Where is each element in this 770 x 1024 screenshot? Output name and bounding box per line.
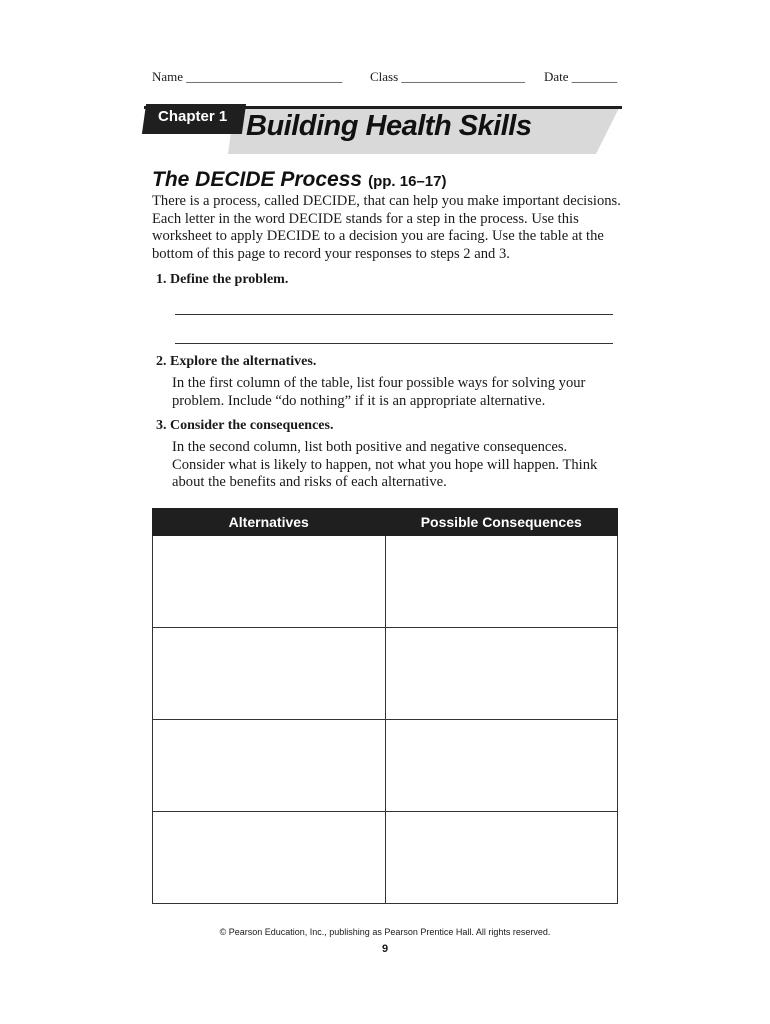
date-field[interactable]: Date _______ bbox=[544, 69, 618, 84]
table-row bbox=[153, 628, 618, 720]
intro-paragraph: There is a process, called DECIDE, that can help you make important decisions. Each letter in the word DECIDE stands for a step in the process. Use this worksheet to apply DECIDE to a decision you are facing. Use the table at the bottom of this page to record your responses to steps 2 and 3. bbox=[152, 193, 621, 262]
page-number: 9 bbox=[381, 943, 389, 955]
header-fields bbox=[152, 69, 620, 87]
page-title: Building Health Skills bbox=[246, 110, 532, 142]
section-heading bbox=[152, 168, 446, 192]
col-header-alternatives: Alternatives bbox=[153, 509, 386, 536]
step-1-label: 1. Define the problem. bbox=[156, 272, 289, 287]
consequences-table bbox=[152, 508, 618, 904]
chapter-label: Chapter 1 bbox=[158, 108, 228, 125]
section-pages: (pp. 16–17) bbox=[368, 173, 447, 190]
class-field[interactable]: Class ___________________ bbox=[370, 69, 525, 84]
section-title: The DECIDE Process bbox=[152, 168, 363, 191]
step-3-label: 3. Consider the consequences. bbox=[156, 418, 334, 433]
table-row bbox=[153, 720, 618, 812]
copyright-footer: © Pearson Education, Inc., publishing as Pearson Prentice Hall. All rights reserved. bbox=[219, 927, 551, 937]
alternative-cell[interactable] bbox=[153, 720, 386, 812]
name-field[interactable]: Name ________________________ bbox=[152, 69, 343, 84]
alternative-cell[interactable] bbox=[153, 628, 386, 720]
consequence-cell[interactable] bbox=[385, 628, 618, 720]
step-2-label: 2. Explore the alternatives. bbox=[156, 354, 317, 369]
table-row bbox=[153, 536, 618, 628]
answer-line-1[interactable] bbox=[175, 314, 613, 315]
table-header-row bbox=[153, 509, 618, 536]
consequence-cell[interactable] bbox=[385, 720, 618, 812]
table-row bbox=[153, 812, 618, 904]
consequence-cell[interactable] bbox=[385, 812, 618, 904]
step-3-description: In the second column, list both positive and negative consequences. Consider what is likely to happen, not what you hope will happen. Think about the benefits and risks of each alternative. bbox=[172, 439, 598, 491]
alternative-cell[interactable] bbox=[153, 812, 386, 904]
step-2-description: In the first column of the table, list four possible ways for solving your problem. Include “do nothing” if it is an appropriate alternative. bbox=[172, 375, 586, 409]
col-header-consequences: Possible Consequences bbox=[385, 509, 618, 536]
consequence-cell[interactable] bbox=[385, 536, 618, 628]
answer-line-2[interactable] bbox=[175, 343, 613, 344]
alternative-cell[interactable] bbox=[153, 536, 386, 628]
